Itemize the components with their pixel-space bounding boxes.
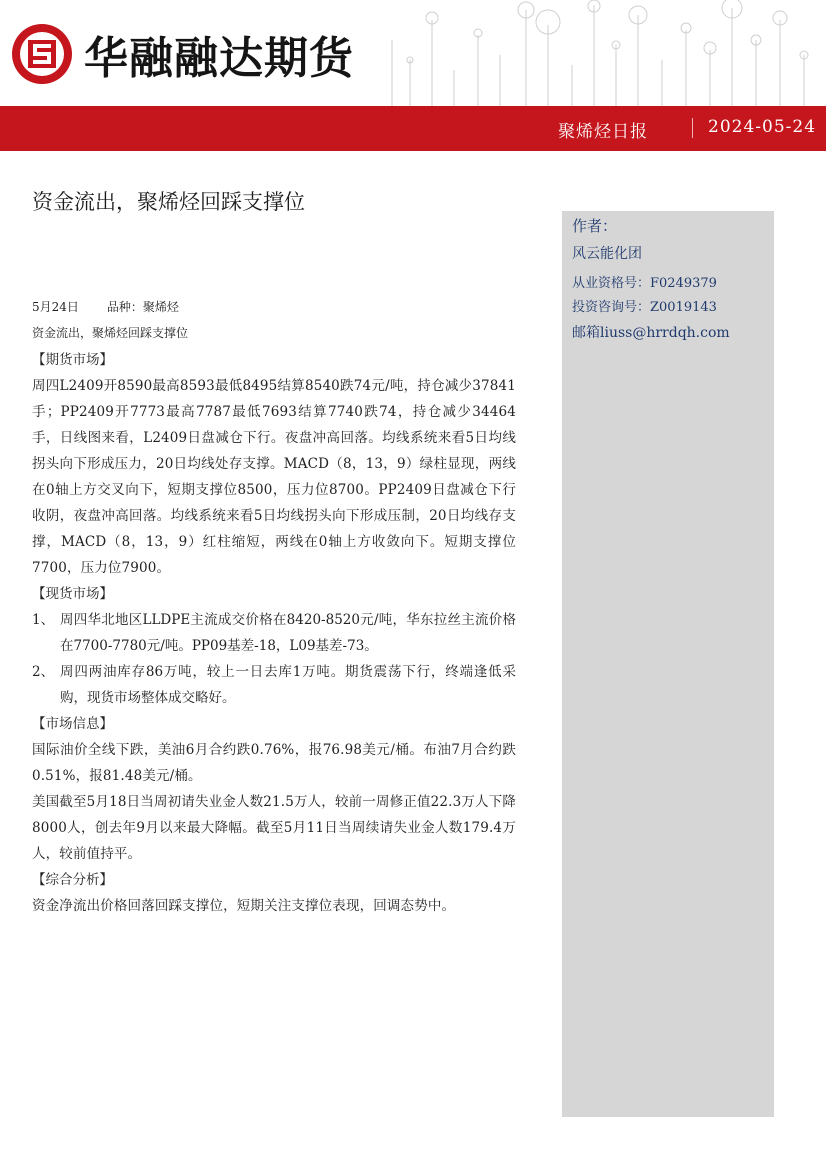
report-body — [32, 297, 516, 919]
list-item-number: 2、 — [32, 664, 55, 680]
author-label: 作者： — [572, 217, 618, 235]
author-sidebar — [562, 211, 774, 1117]
license-number: 从业资格号：F0249379 — [572, 276, 717, 291]
section-heading-futures: 【期货市场】 — [32, 352, 113, 368]
meta-date: 5月24日 — [32, 300, 79, 314]
list-item — [32, 607, 516, 659]
section-heading-spot: 【现货市场】 — [32, 586, 113, 602]
company-logo-icon — [10, 22, 74, 86]
analysis-paragraph: 资金净流出价格回落回踩支撑位，短期关注支撑位表现，回调态势中。 — [32, 898, 456, 914]
brand-name: 华融融达期货 — [84, 33, 354, 84]
page-title: 资金流出，聚烯烃回踩支撑位 — [32, 190, 305, 214]
futures-paragraph: 周四L2409开8590最高8593最低8495结算8540跌74元/吨，持仓减少37841手；PP2409开7773最高7787最低7693结算7740跌74，持仓减少34464手，日线图来看，L2409日盘减仓下行。夜盘冲高回落。均线系统来看5日均线拐头向下形成压力，20日均线处存支撑。MACD（8，13，9）绿柱显现，两线在0轴上方交叉向下，短期支撑位8500，压力位8700。PP2409日盘减仓下行收阴，夜盘冲高回落。均线系统来看5日均线拐头向下形成压制，20日均线存支撑，MACD（8，13，9）红柱缩短，两线在0轴上方收敛向下。短期支撑位7700，压力位7900。 — [32, 378, 516, 576]
report-date: 2024-05-24 — [708, 117, 817, 137]
list-item-text: 周四华北地区LLDPE主流成交价格在8420-8520元/吨，华东拉丝主流价格在7700-7780元/吨。PP09基差-18，L09基差-73。 — [60, 612, 516, 654]
report-subtitle: 资金流出，聚烯烃回踩支撑位 — [32, 326, 189, 340]
report-meta — [32, 297, 516, 317]
market-info-paragraph-oil: 国际油价全线下跌，美油6月合约跌0.76%，报76.98美元/桶。布油7月合约跌0.51%，报81.48美元/桶。 — [32, 742, 516, 784]
list-item-number: 1、 — [32, 612, 55, 628]
author-team: 风云能化团 — [572, 246, 642, 262]
meta-variety: 品种：聚烯烃 — [106, 300, 179, 314]
decorative-pattern — [380, 0, 826, 106]
market-info-paragraph-jobs: 美国截至5月18日当周初请失业金人数21.5万人，较前一周修正值22.3万人下降8000人，创去年9月以来最大降幅。截至5月11日当周续请失业金人数179.4万人，较前值持平。 — [32, 794, 516, 862]
header — [0, 0, 826, 106]
report-header-bar — [0, 106, 826, 151]
report-name: 聚烯烃日报 — [558, 122, 648, 142]
list-item — [32, 659, 516, 711]
section-heading-market-info: 【市场信息】 — [32, 716, 113, 732]
author-email[interactable]: 邮箱liuss@hrrdqh.com — [572, 325, 730, 341]
list-item-text: 周四两油库存86万吨，较上一日去库1万吨。期货震荡下行，终端逢低采购，现货市场整体成交略好。 — [60, 664, 516, 706]
header-separator — [692, 118, 693, 138]
investment-consult-number: 投资咨询号：Z0019143 — [572, 300, 717, 315]
section-heading-analysis: 【综合分析】 — [32, 872, 113, 888]
